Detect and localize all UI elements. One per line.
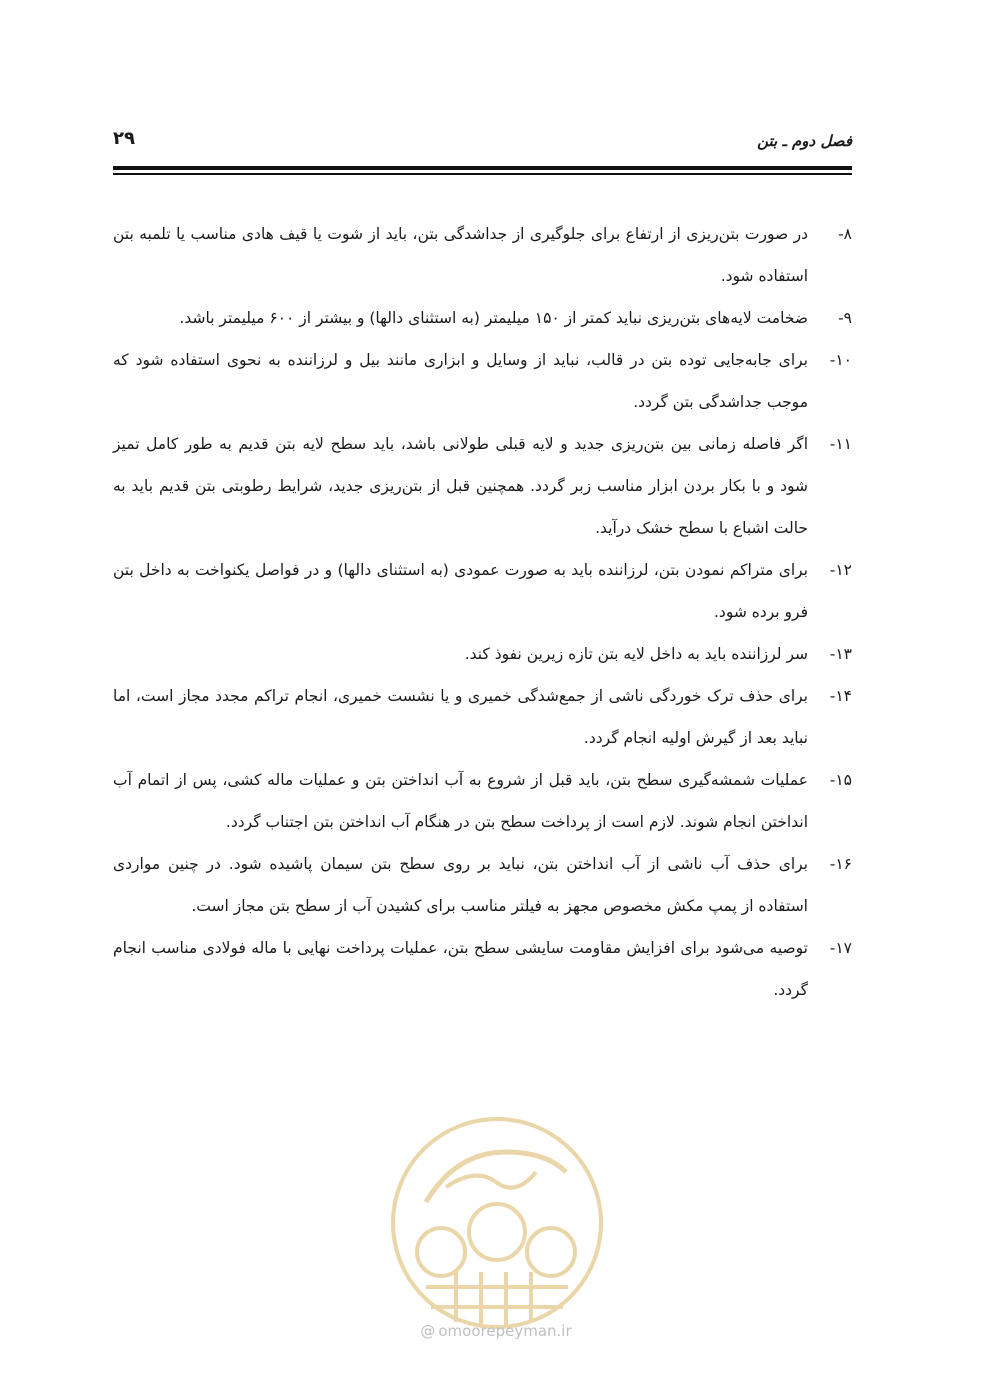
item-number: ۱۱- bbox=[829, 435, 852, 453]
requirements-list bbox=[113, 213, 852, 1011]
item-number: ۹- bbox=[838, 309, 852, 327]
list-item bbox=[113, 213, 852, 297]
item-text: برای جابه‌جایی توده بتن در قالب، نباید از وسایل و ابزاری مانند بیل و لرزاننده به نحوی استفاده شود که موجب جداشدگی بتن گردد. bbox=[113, 351, 808, 411]
item-text: توصیه می‌شود برای افزایش مقاومت سایشی سطح بتن، عملیات پرداخت نهایی با ماله فولادی مناسب انجام گردد. bbox=[113, 939, 808, 999]
list-item bbox=[113, 297, 852, 339]
chapter-title: فصل دوم ـ بتن bbox=[757, 132, 852, 150]
item-number: ۸- bbox=[838, 225, 852, 243]
item-number: ۱۵- bbox=[829, 771, 852, 789]
item-text: برای متراکم نمودن بتن، لرزاننده باید به صورت عمودی (به استثنای دالها) و در فواصل یکنواخت به داخل بتن فرو برده شود. bbox=[113, 561, 808, 621]
item-number: ۱۳- bbox=[829, 645, 852, 663]
watermark-url-text: omoorepeyman.ir bbox=[438, 1322, 572, 1340]
item-text: عملیات شمشه‌گیری سطح بتن، باید قبل از شروع به آب انداختن بتن و عملیات ماله کشی، پس از اتمام آب انداختن انجام شوند. لازم است از پرداخت سطح بتن در هنگام آب انداختن بتن اجتناب گردد. bbox=[113, 771, 808, 831]
list-item bbox=[113, 423, 852, 549]
item-text: ضخامت لایه‌های بتن‌ریزی نباید کمتر از ۱۵۰ میلیمتر (به استثنای دالها) و بیشتر از ۶۰۰ میلیمتر باشد. bbox=[179, 309, 808, 327]
list-item bbox=[113, 633, 852, 675]
item-number: ۱۷- bbox=[829, 939, 852, 957]
item-text: سر لرزاننده باید به داخل لایه بتن تازه زیرین نفوذ کند. bbox=[464, 645, 808, 663]
item-number: ۱۴- bbox=[829, 687, 852, 705]
list-item bbox=[113, 843, 852, 927]
item-number: ۱۶- bbox=[829, 855, 852, 873]
page-number: ۲۹ bbox=[113, 128, 135, 149]
item-text: اگر فاصله زمانی بین بتن‌ریزی جدید و لایه قبلی طولانی باشد، باید سطح لایه بتن قدیم به طور کامل تمیز شود و با بکار بردن ابزار مناسب زبر گردد. همچنین قبل از بتن‌ریزی جدید، شرایط رطوبتی بتن قدیم باید به حالت اشباع با سطح خشک درآید. bbox=[113, 435, 808, 537]
item-number: ۱۲- bbox=[829, 561, 852, 579]
page-header bbox=[113, 128, 852, 160]
watermark-logo bbox=[386, 1112, 608, 1334]
watermark-url bbox=[0, 1322, 992, 1340]
item-text: برای حذف ترک خوردگی ناشی از جمع‌شدگی خمیری و یا نشست خمیری، انجام تراکم مجدد مجاز است، اما نباید بعد از گیرش اولیه انجام گردد. bbox=[113, 687, 808, 747]
item-text: برای حذف آب ناشی از آب انداختن بتن، نباید بر روی سطح بتن سیمان پاشیده شود. در چنین مواردی استفاده از پمپ مکش مخصوص مجهز به فیلتر مناسب برای کشیدن آب از سطح بتن مجاز است. bbox=[113, 855, 808, 915]
item-text: در صورت بتن‌ریزی از ارتفاع برای جلوگیری از جداشدگی بتن، باید از شوت یا قیف هادی مناسب یا تلمبه بتن استفاده شود. bbox=[113, 225, 808, 285]
item-number: ۱۰- bbox=[829, 351, 852, 369]
list-item bbox=[113, 549, 852, 633]
header-rule-thin bbox=[113, 173, 852, 175]
header-rule-thick bbox=[113, 166, 852, 170]
list-item bbox=[113, 759, 852, 843]
list-item bbox=[113, 675, 852, 759]
list-item bbox=[113, 339, 852, 423]
watermark-at-icon: @ bbox=[420, 1322, 436, 1340]
list-item bbox=[113, 927, 852, 1011]
